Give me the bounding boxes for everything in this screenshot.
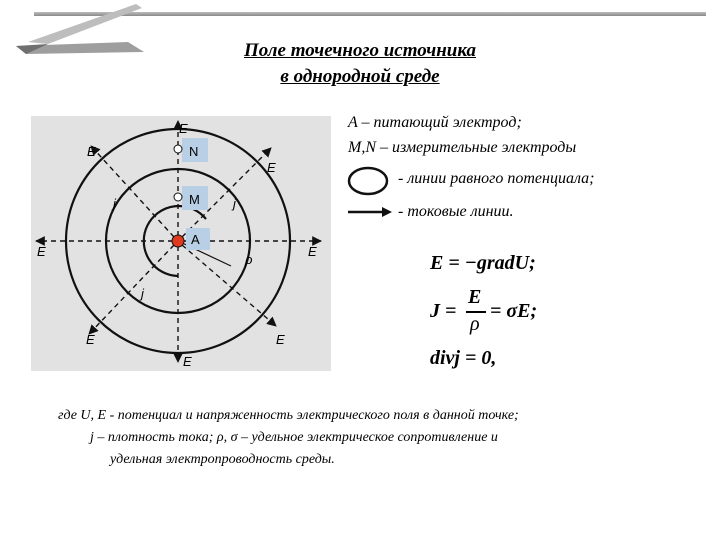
- electrode-A: [172, 235, 184, 247]
- electrode-N: [174, 145, 182, 153]
- formula-ohm-left: J =: [430, 300, 457, 322]
- label-E-bottom: E: [183, 354, 192, 369]
- legend-line2: M,N – измерительные электроды: [348, 139, 577, 156]
- note-line2: j – плотность тока; ρ, σ – удельное электрическое сопротивление и: [90, 430, 498, 445]
- note-line3: удельная электропроводность среды.: [110, 452, 335, 467]
- label-M: M: [189, 192, 200, 207]
- label-rho: ρ: [245, 252, 253, 267]
- formula-ohm-right: = σE;: [490, 300, 538, 322]
- legend-line1: A – питающий электрод;: [348, 114, 522, 131]
- point-source-diagram: [31, 116, 331, 371]
- formula-ohm-denominator: ρ: [470, 313, 480, 335]
- label-j-left: j: [113, 196, 116, 211]
- page-title-line1: Поле точечного источника: [244, 40, 476, 61]
- label-A: A: [191, 232, 200, 247]
- label-E-bottomright: E: [276, 332, 285, 347]
- label-E-bottomleft: E: [86, 332, 95, 347]
- formula-ohm-numerator: E: [468, 286, 482, 308]
- page-title-line2: в однородной среде: [280, 66, 440, 87]
- formula-divergence: divj = 0,: [430, 347, 497, 369]
- legend-current: - токовые линии.: [398, 203, 514, 220]
- label-E-topleft: E: [87, 144, 96, 159]
- label-E-top: E: [179, 121, 188, 136]
- label-j-right: j: [233, 196, 236, 211]
- corner-logo: [8, 2, 148, 58]
- electrode-M: [174, 193, 182, 201]
- label-E-left: E: [37, 244, 46, 259]
- formula-gradient: E = −gradU;: [430, 252, 536, 274]
- label-N: N: [189, 144, 199, 159]
- equipotential-legend-icon: [346, 165, 390, 197]
- legend-equipotential: - линии равного потенциала;: [398, 170, 595, 187]
- current-legend-icon: [346, 205, 394, 219]
- label-j-bottom: j: [141, 286, 144, 301]
- diagram-panel: [31, 116, 331, 371]
- label-E-right: E: [308, 244, 317, 259]
- note-line1: где U, E - потенциал и напряженность электрического поля в данной точке;: [58, 408, 519, 423]
- label-E-topright: E: [267, 160, 276, 175]
